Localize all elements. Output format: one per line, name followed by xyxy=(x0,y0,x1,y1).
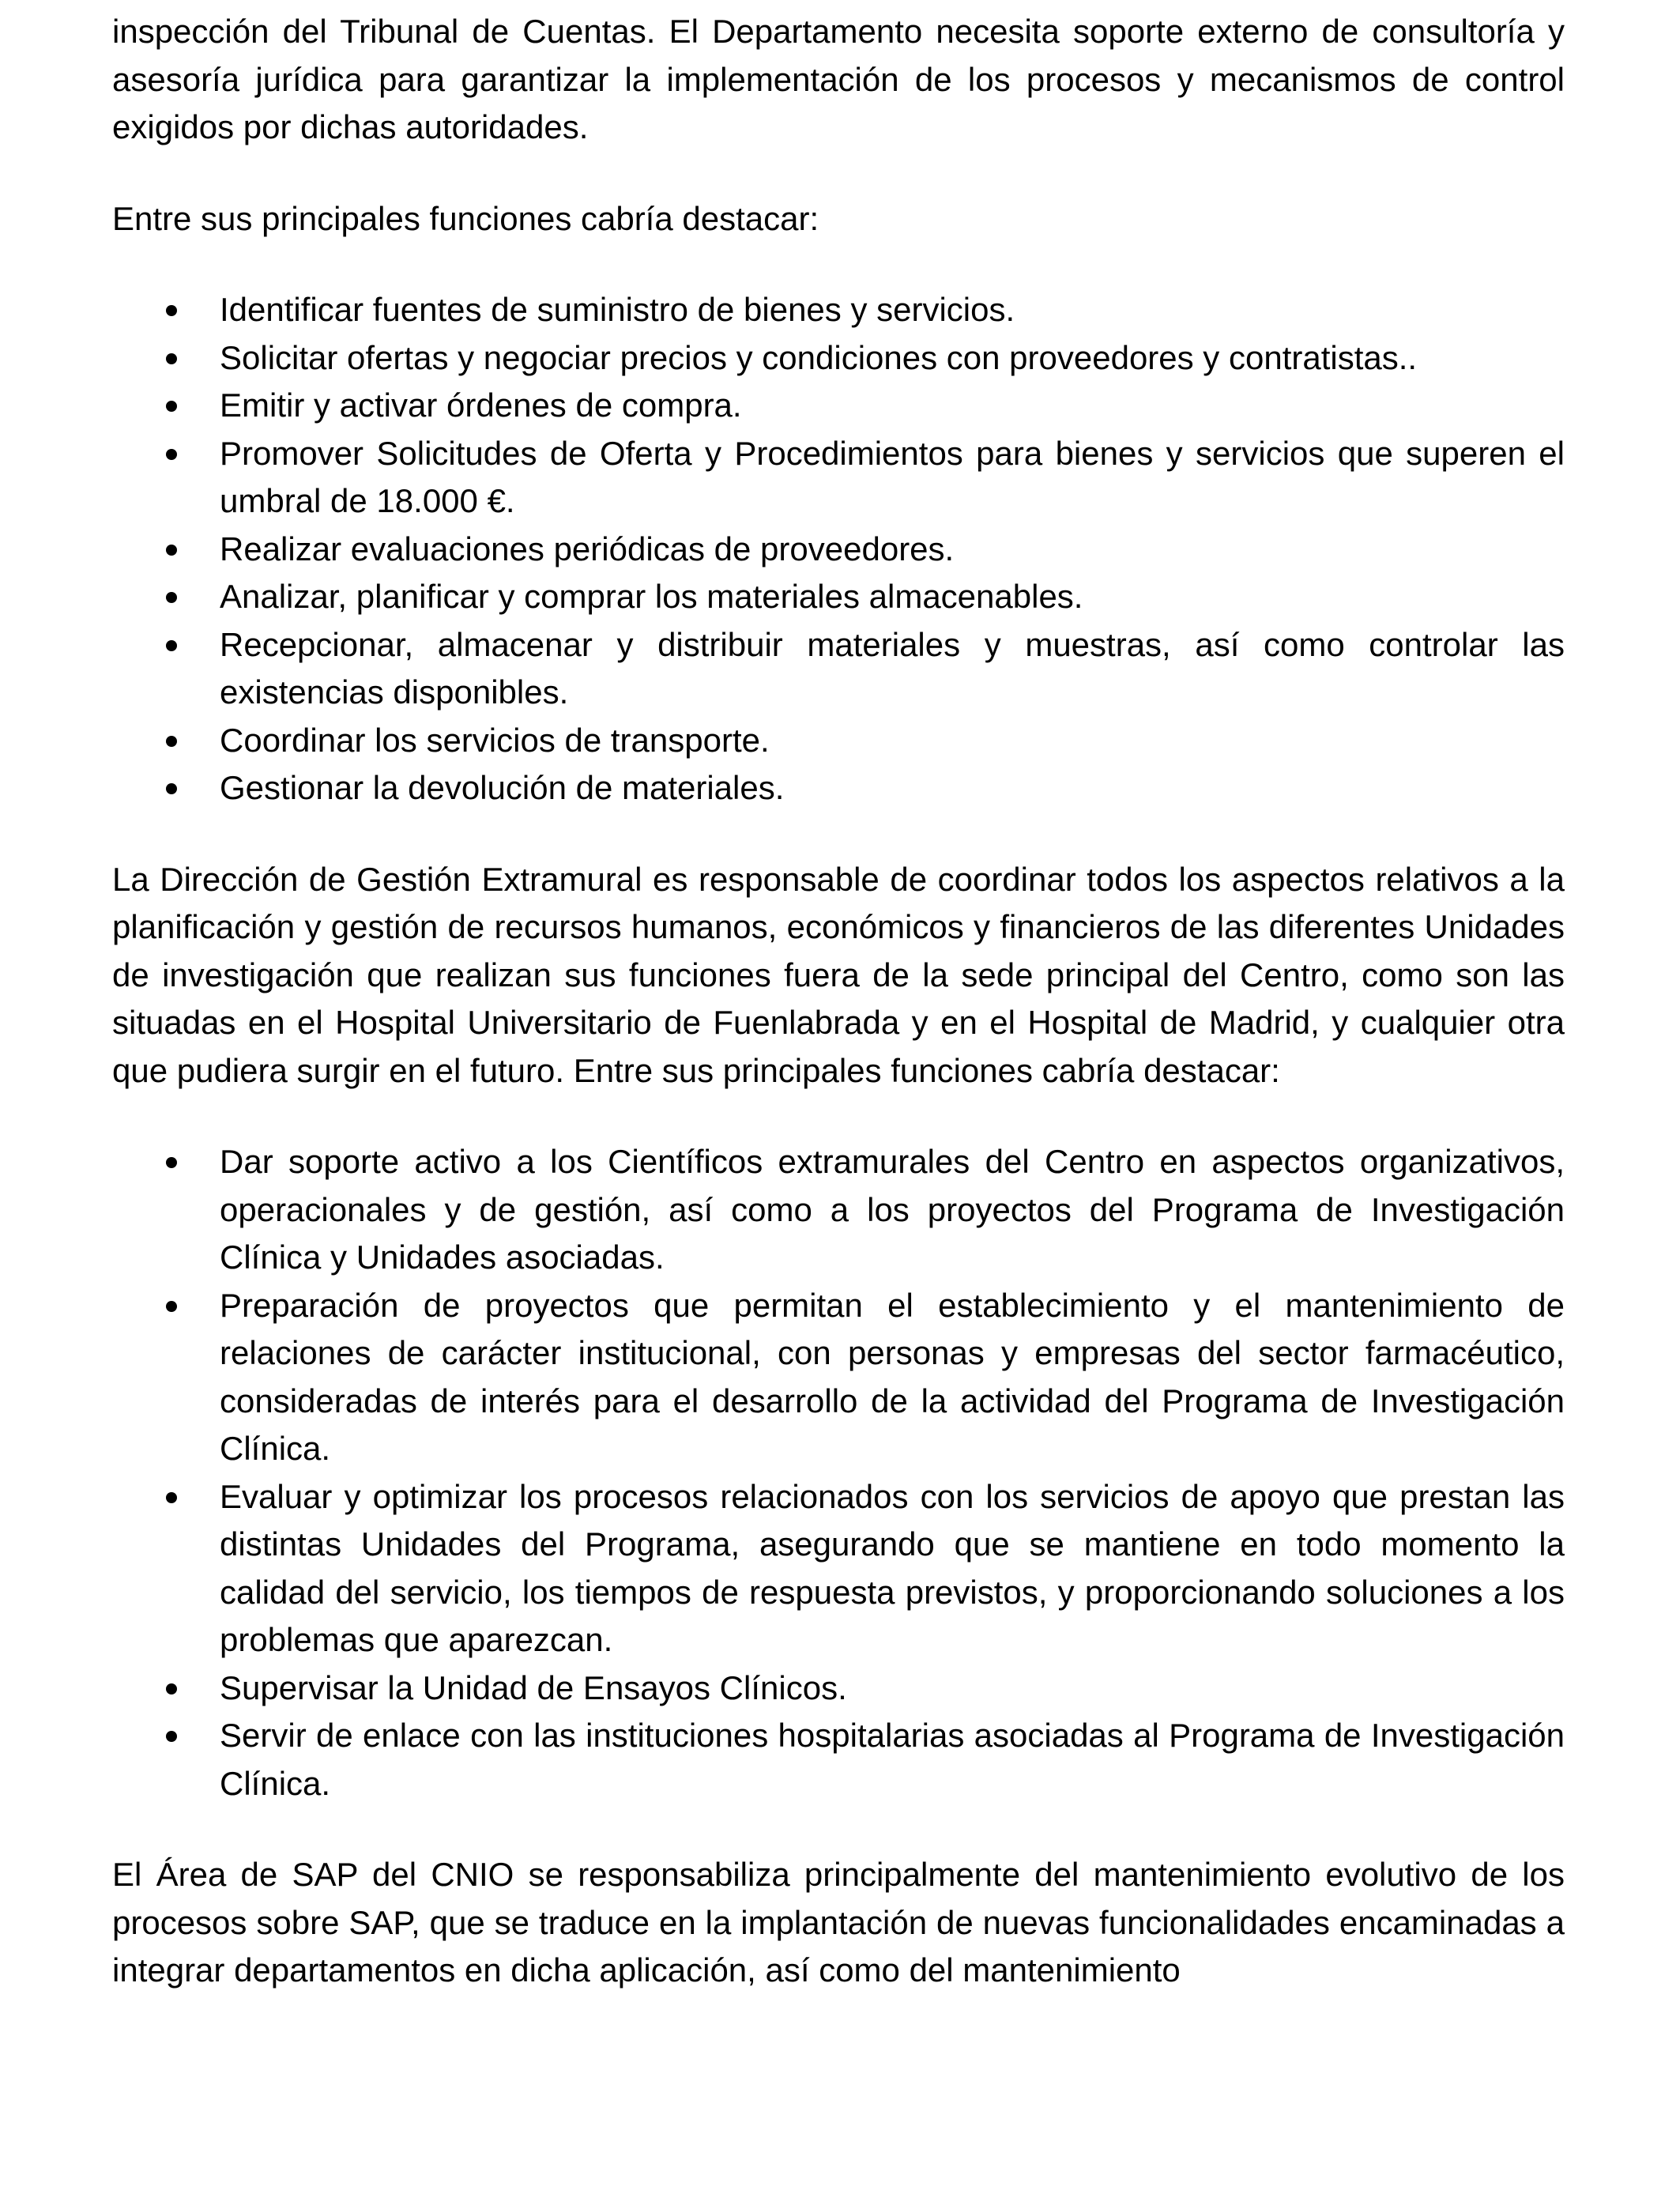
list-item xyxy=(112,334,1565,383)
list-item-text: Preparación de proyectos que permitan el establecimiento y el mantenimiento de relaciones de carácter institucional, con personas y empresas del sector farmacéutico, consideradas de interés para el desarrollo de la actividad del Programa de Investigación Clínica. xyxy=(220,1286,1565,1467)
list-item xyxy=(112,430,1565,526)
list-item xyxy=(112,1473,1565,1664)
list-item-text: Gestionar la devolución de materiales. xyxy=(220,769,785,806)
list-item xyxy=(112,382,1565,430)
bullet-icon xyxy=(166,305,177,316)
list-item xyxy=(112,1664,1565,1713)
list-item xyxy=(112,1712,1565,1808)
list-item-text: Emitir y activar órdenes de compra. xyxy=(220,386,742,424)
bullet-icon xyxy=(166,1157,177,1168)
purchasing-functions-list xyxy=(112,286,1565,812)
list-item-text: Analizar, planificar y comprar los materiales almacenables. xyxy=(220,578,1083,615)
list-item xyxy=(112,573,1565,621)
list-item xyxy=(112,717,1565,765)
list-item-text: Evaluar y optimizar los procesos relacionados con los servicios de apoyo que prestan las distintas Unidades del Programa, asegurando que se mantiene en todo momento la calidad del servicio, los tiempos de respuesta previstos, y proporcionando soluciones a los problemas que aparezcan. xyxy=(220,1477,1565,1658)
bullet-icon xyxy=(166,1492,177,1503)
list-item xyxy=(112,526,1565,574)
list-item-text: Dar soporte activo a los Científicos extramurales del Centro en aspectos organizativos, operacionales y de gestión, así como a los proyectos del Programa de Investigación Clínica y Unidades asociadas. xyxy=(220,1143,1565,1276)
list-item-text: Realizar evaluaciones periódicas de proveedores. xyxy=(220,530,955,567)
list-item-text: Promover Solicitudes de Oferta y Procedimientos para bienes y servicios que superen el umbral de 18.000 €. xyxy=(220,434,1565,519)
list-item-text: Servir de enlace con las instituciones hospitalarias asociadas al Programa de Investigación Clínica. xyxy=(220,1717,1565,1802)
bullet-icon xyxy=(166,401,177,412)
list-item xyxy=(112,1282,1565,1473)
bullet-icon xyxy=(166,592,177,603)
list-item xyxy=(112,621,1565,717)
list-item-text: Coordinar los servicios de transporte. xyxy=(220,721,770,759)
bullet-icon xyxy=(166,1683,177,1695)
paragraph-extramural-management: La Dirección de Gestión Extramural es responsable de coordinar todos los aspectos relativos a la planificación y gestión de recursos humanos, económicos y financieros de las diferentes Unidades de investigación que realizan sus funciones fuera de la sede principal del Centro, como son las situadas en el Hospital Universitario de Fuenlabrada y en el Hospital de Madrid, y cualquier otra que pudiera surgir en el futuro. Entre sus principales funciones cabría destacar: xyxy=(112,860,1565,1089)
bullet-icon xyxy=(166,449,177,460)
list-item-text: Supervisar la Unidad de Ensayos Clínicos. xyxy=(220,1668,847,1706)
document-page xyxy=(112,8,1565,1995)
list-item xyxy=(112,286,1565,334)
extramural-functions-list xyxy=(112,1138,1565,1808)
paragraph-functions-intro: Entre sus principales funciones cabría destacar: xyxy=(112,199,819,237)
bullet-icon xyxy=(166,1301,177,1312)
bullet-icon xyxy=(166,353,177,364)
bullet-icon xyxy=(166,545,177,556)
bullet-icon xyxy=(166,736,177,747)
list-item xyxy=(112,764,1565,812)
bullet-icon xyxy=(166,640,177,651)
bullet-icon xyxy=(166,1731,177,1742)
paragraph-control-requirements: inspección del Tribunal de Cuentas. El Departamento necesita soporte externo de consultoría y asesoría jurídica para garantizar la implementación de los procesos y mecanismos de control exigidos por dichas autoridades. xyxy=(112,13,1565,145)
list-item xyxy=(112,1138,1565,1282)
bullet-icon xyxy=(166,783,177,794)
list-item-text: Recepcionar, almacenar y distribuir materiales y muestras, así como controlar las existencias disponibles. xyxy=(220,625,1565,711)
list-item-text: Identificar fuentes de suministro de bienes y servicios. xyxy=(220,291,1015,328)
list-item-text: Solicitar ofertas y negociar precios y condiciones con proveedores y contratistas.. xyxy=(220,338,1418,376)
paragraph-sap-area: El Área de SAP del CNIO se responsabiliza principalmente del mantenimiento evolutivo de los procesos sobre SAP, que se traduce en la implantación de nuevas funcionalidades encaminadas a integrar departamentos en dicha aplicación, así como del mantenimiento xyxy=(112,1856,1565,1989)
